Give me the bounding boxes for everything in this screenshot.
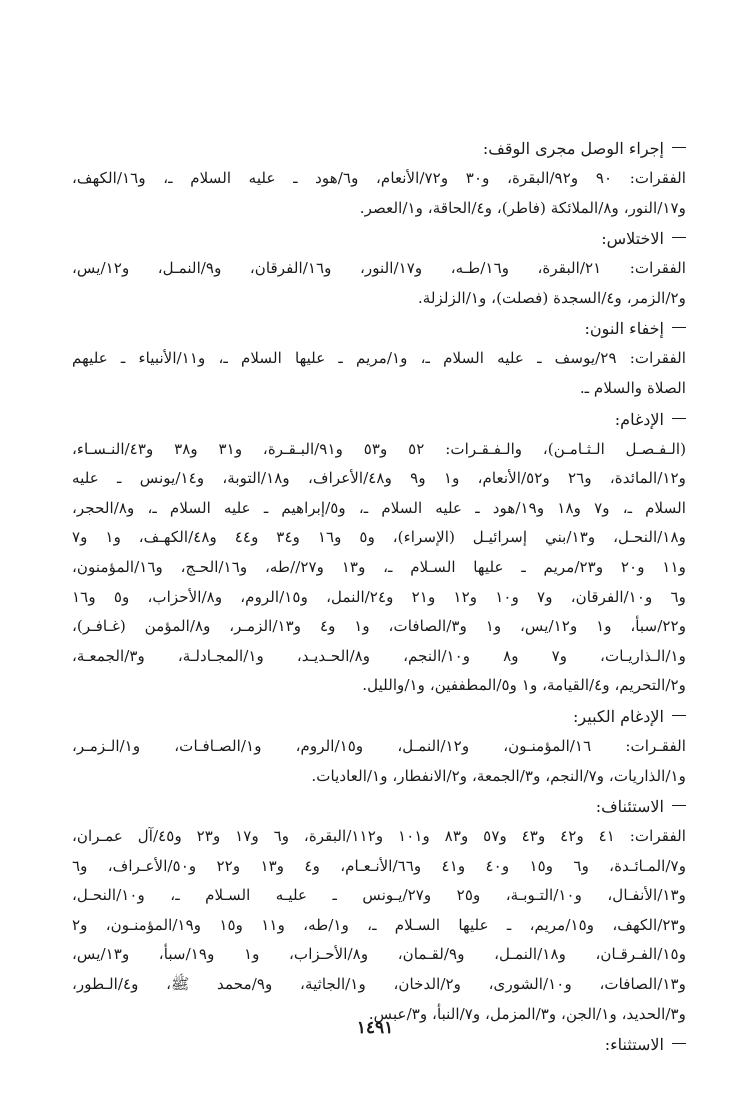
dash-bullet: [672, 327, 686, 328]
heading-text: الاختلاس:: [601, 229, 664, 249]
heading-text: إجراء الوصل مجرى الوقف:: [482, 139, 664, 158]
text-line: و٦ و١٠/الفرقان، و٧ و١٠ و١٢ و٢١ و٢٤/النمل، و١٥/الروم، و٨/الأحزاب، و٥ و١٦: [72, 587, 686, 606]
text-line: الفقرات: ٢١/البقرة، و١٦/طـه، و١٧/النور، و١٦/الفرقان، و٩/النمـل، و١٢/يس،: [72, 259, 686, 278]
dash-bullet: [672, 418, 686, 419]
dash-bullet: [672, 1043, 686, 1044]
text-line: السلام ـ، و٧ و١٨ و١٩/هود ـ عليه السلام ـ، و٥/إبراهيم ـ عليه السلام ـ، و٨/الحجر،: [72, 498, 686, 517]
text-line: (الـفـصـل الـثـامـن)، والـفـقـرات: ٥٢ و٥٣ و٩١/البـقـرة، و٣١ و٣٨ و٤٣/النـسـاء،: [72, 439, 686, 458]
section-heading: [72, 313, 686, 344]
text-line: و١٥/الفـرقـان، و١٨/النمـل، و٩/لقـمان، و٨/الأحـزاب، و١ و١٩/سبأ، و١٣/يس،: [72, 945, 686, 964]
dash-bullet: [672, 805, 686, 806]
section: [72, 404, 686, 701]
section: [72, 313, 686, 403]
section: [72, 701, 686, 791]
text-line: و٢/الزمر، و٤/السجدة (فصلت)، و١/الزلزلة.: [417, 288, 686, 307]
text-line: و١٣/الأنفـال، و١٠/التـوبـة، و٢٥ و٢٧/يـونس ـ عليـه السـلام ـ، و١٠/النحـل،: [72, 886, 686, 905]
text-line: و٢٣/الكهف، و١٥/مريم، ـ عليها السـلام ـ، و١/طه، و١١ و١٥ و١٩/المؤمنـون، و٢: [72, 915, 686, 934]
text-line: و١/الذاريات، و٧/النجم، و٣/الجمعة، و٢/الانفطار، و١/العاديات.: [311, 766, 686, 785]
section: [72, 133, 686, 223]
text-line: الصلاة والسلام ـ.: [579, 378, 686, 397]
heading-text: الإدغام:: [614, 409, 664, 429]
text-line: الفقرات: ٩٠ و٩٢/البقرة، و٣٠ و٧٢/الأنعام، و٦/هود ـ عليه السلام ـ، و١٦/الكهف،: [72, 169, 686, 187]
text-line: و٢٢/سبأ، و١ و١٢/يس، و١ و٣/الصافات، و١ و٤ و١٣/الزمـر، و٨/المؤمن (غـافـر)،: [72, 617, 686, 636]
text-line: الفقرات: ٤١ و٤٢ و٤٣ و٥٧ و٨٣ و١٠١ و١١٢/البقرة، و٦ و١٧ و٢٣ و٤٥/آل عمـران،: [72, 827, 686, 846]
text-line: و١/الـذاريـات، و٧ و٨ و١٠/النجم، و٨/الحـديـد، و١/المجـادلـة، و٣/الجمعـة،: [72, 646, 686, 665]
dash-bullet: [672, 147, 686, 148]
heading-text: الاستئناف:: [595, 797, 664, 817]
page-number: ١٤٩١: [356, 1018, 394, 1038]
text-line: و٧/المـائـدة، و٦ و١٥ و٤٠ و٤١ و٦٦/الأنـعـام، و٤ و١٣ و٢٢ و٥٠/الأعـراف، و٦: [72, 856, 686, 875]
heading-text: الإدغام الكبير:: [573, 706, 664, 726]
section-heading: [72, 223, 686, 254]
dash-bullet: [672, 715, 686, 716]
heading-text: الاستثناء:: [604, 1035, 664, 1055]
text-line: و٢/التحريم، و٤/القيامة، و١ و٥/المطففين، و١/والليل.: [362, 676, 686, 695]
section-heading: [72, 404, 686, 435]
section: [72, 791, 686, 1029]
section-heading: [72, 701, 686, 732]
page-content: [72, 133, 686, 1060]
text-line: الفقرات: ٢٩/يوسف ـ عليه السلام ـ، و١/مريم ـ عليها السلام ـ، و١١/الأنبياء ـ عليهم: [72, 349, 686, 368]
text-line: و١٣/الصافات، و١٠/الشورى، و٢/الدخان، و١/الجاثية، و٩/محمد ﷺ، و٤/الـطور،: [72, 975, 686, 994]
heading-text: إخفاء النون:: [584, 319, 664, 339]
dash-bullet: [672, 237, 686, 238]
text-line: و١٢/المائدة، و٢٦ و٥٢/الأنعام، و١ و٩ و٤٨/الأعراف، و١٨/التوبة، و١٤/يونس ـ عليه: [72, 469, 686, 488]
section-heading: [72, 133, 686, 164]
section-heading: [72, 791, 686, 822]
text-line: و١١ و٢٠ و٢٣/مريم ـ عليها السـلام ـ، و١٣ و٢٧//طه، و١٦/الحـج، و١٦/المؤمنون،: [72, 557, 686, 576]
text-line: و١٧/النور، و٨/الملائكة (فاطر)، و٤/الحاقة، و١/العصر.: [359, 198, 686, 217]
text-line: و٣/الحديد، و١/الجن، و٣/المزمل، و٧/النبأ، و٣/عبس.: [368, 1004, 686, 1023]
section: [72, 223, 686, 313]
text-line: الفقـرات: ١٦/المؤمنـون، و١٢/النمـل، و١٥/الروم، و١/الصـافـات، و١/الـزمـر،: [72, 736, 686, 755]
text-line: و١٨/النحـل، و١٣/بني إسرائيـل (الإسراء)، و٥ و١٦ و٣٤ و٤٤ و٤٨/الكهـف، و١ و٧: [72, 528, 686, 547]
